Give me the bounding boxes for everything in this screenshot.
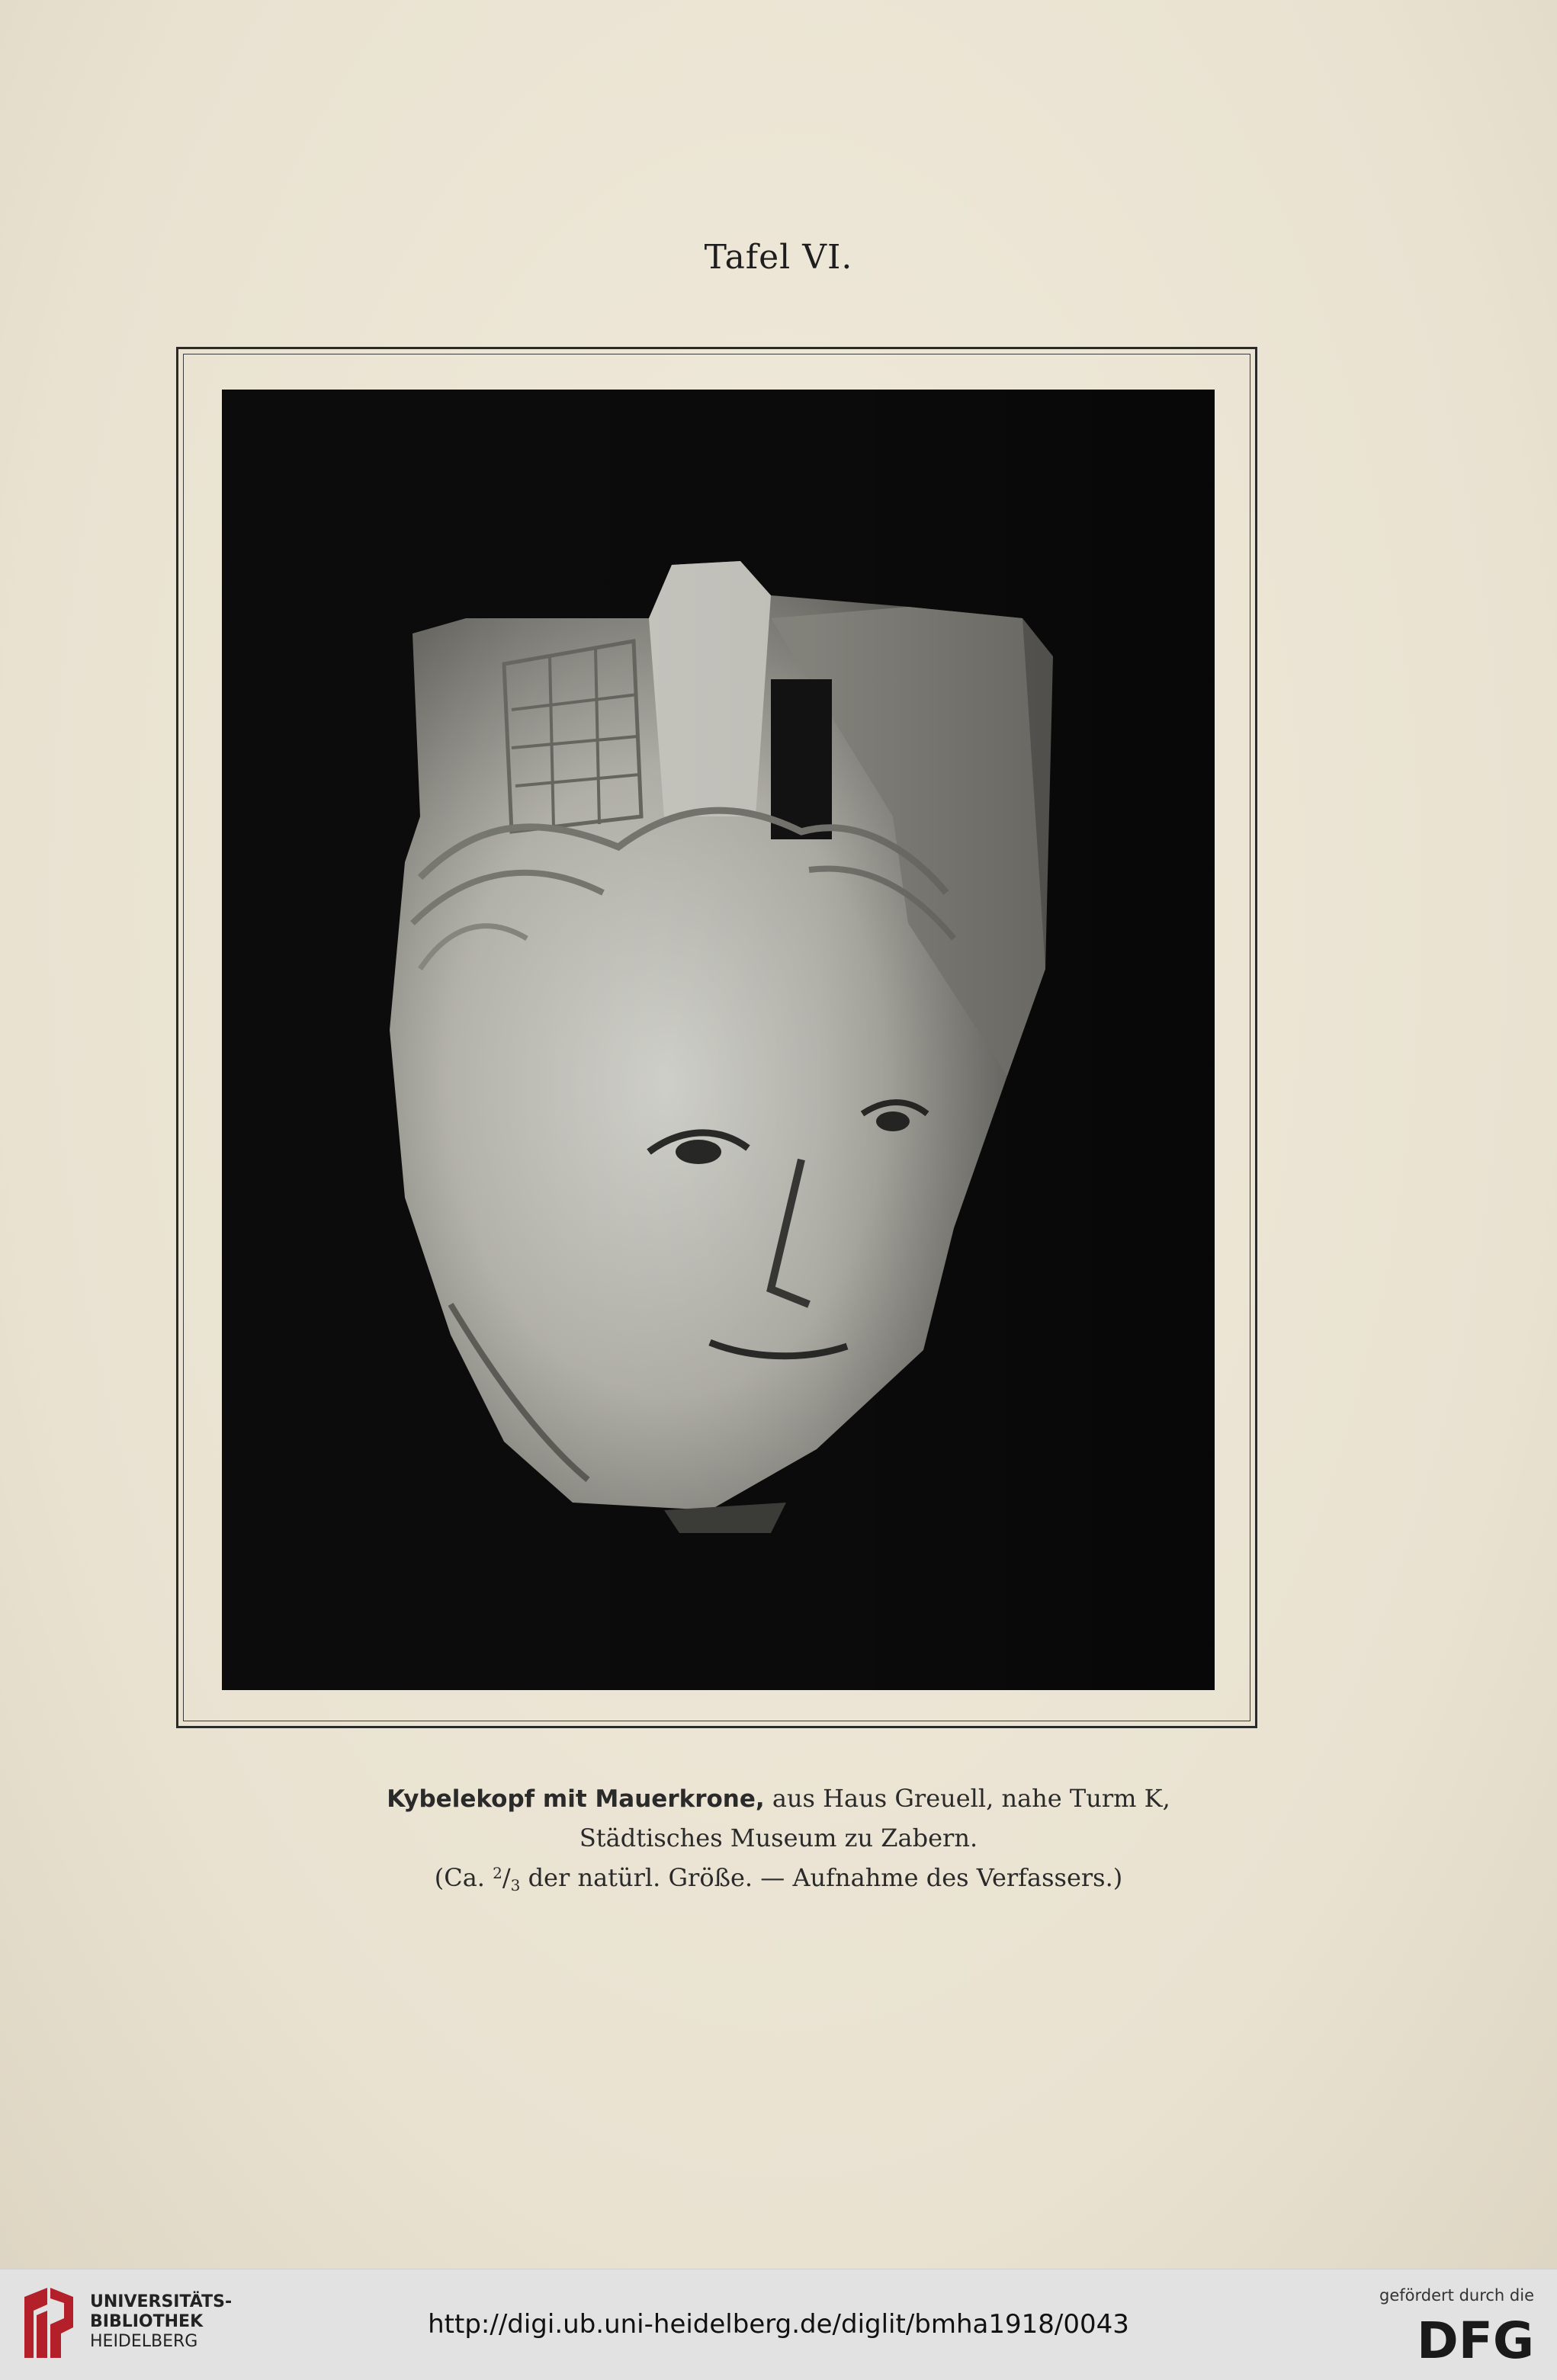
caption-line-1-rest: aus Haus Greuell, nahe Turm K, [764,1784,1170,1813]
digitization-footer [0,2269,1557,2380]
cybele-head-image [222,390,1215,1690]
caption-line-3-rest: der natürl. Größe. — Aufnahme des Verfassers.) [520,1863,1123,1892]
caption-line-3 [0,1863,1557,1894]
caption-title: Kybelekopf mit Mauerkrone, [387,1785,765,1813]
caption-line-3-open: (Ca. [434,1863,493,1892]
dfg-logo-icon[interactable] [1382,2312,1534,2362]
funding-label: gefördert durch die [1379,2286,1534,2305]
library-line-3: HEIDELBERG [90,2332,198,2351]
fraction-slash: / [502,1863,511,1892]
dfg-logo-text: DFG [1416,2312,1534,2362]
caption-line-1 [0,1784,1557,1813]
fraction-numerator: 2 [493,1864,502,1882]
plate-photograph [222,390,1215,1690]
caption-line-2: Städtisches Museum zu Zabern. [579,1823,978,1852]
fraction-denominator: 3 [510,1876,521,1894]
digital-copy-url-link[interactable]: http://digi.ub.uni-heidelberg.de/diglit/bmha1918/0043 [428,2309,1129,2340]
library-line-1: UNIVERSITÄTS- [90,2292,233,2311]
library-line-2: BIBLIOTHEK [90,2312,204,2331]
plate-title: Tafel VI. [704,238,853,277]
